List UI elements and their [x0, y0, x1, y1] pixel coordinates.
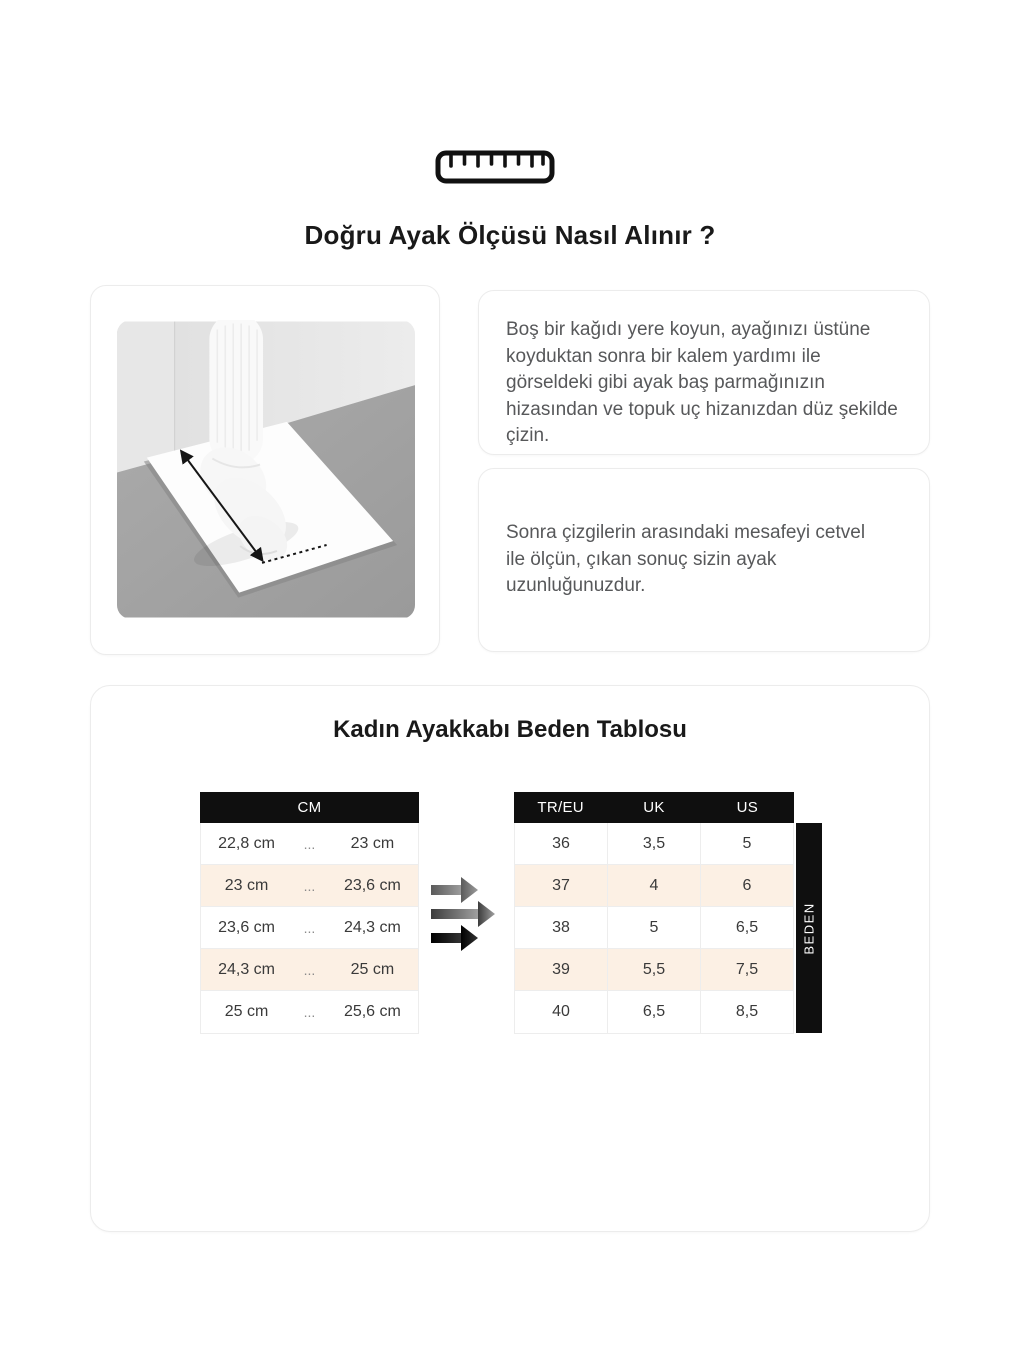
- size-conversion-table: [514, 792, 794, 1034]
- size-table-header: [514, 792, 794, 823]
- header-tr-eu: TR/EU: [537, 799, 584, 816]
- table-row: 22,8 cm ... 23 cm: [201, 823, 418, 865]
- beden-label-text: BEDEN: [801, 901, 817, 955]
- arrow-right-icons-svg: [428, 876, 508, 952]
- cm-table: [200, 792, 419, 1034]
- arrow-right-icons: [428, 876, 508, 952]
- page-title: Doğru Ayak Ölçüsü Nasıl Alınır ?: [304, 220, 716, 250]
- table-row: 39 5,5 7,5: [515, 949, 793, 991]
- table-row: 25 cm ... 25,6 cm: [201, 991, 418, 1033]
- table-row: 38 5 6,5: [515, 907, 793, 949]
- beden-side-label: [796, 823, 822, 1033]
- instruction-step2-text: Sonra çizgilerin arasındaki mesafeyi cetvel ile ölçün, çıkan sonuç sizin ayak uzunluğunuzdur.: [506, 522, 866, 597]
- ruler-icon-svg: [435, 150, 555, 184]
- size-table-body: [514, 823, 794, 1034]
- table-row: 24,3 cm ... 25 cm: [201, 949, 418, 991]
- table-row: 37 4 6: [515, 865, 793, 907]
- measurement-photo-card: [90, 285, 440, 655]
- header-us: US: [736, 799, 759, 816]
- table-row: 40 6,5 8,5: [515, 991, 793, 1033]
- table-row: 23,6 cm ... 24,3 cm: [201, 907, 418, 949]
- size-table-title: Kadın Ayakkabı Beden Tablosu: [333, 716, 687, 743]
- table-row: 23 cm ... 23,6 cm: [201, 865, 418, 907]
- foot-measurement-photo: [117, 320, 415, 619]
- cm-header-label: CM: [297, 799, 322, 816]
- table-row: 36 3,5 5: [515, 823, 793, 865]
- header-uk: UK: [643, 799, 665, 816]
- instruction-step2-card: [478, 468, 930, 652]
- cm-table-body: [200, 823, 419, 1034]
- foot-measurement-illustration: [117, 320, 415, 619]
- ruler-icon: [435, 150, 555, 184]
- instruction-step1-text: Boş bir kağıdı yere koyun, ayağınızı üstüne koyduktan sonra bir kalem yardımı ile görseldeki gibi ayak baş parmağınızın hizasından ve topuk uç hizanızdan düz şekilde çizin.: [506, 319, 898, 446]
- cm-table-header: [200, 792, 419, 823]
- instruction-step1-card: [478, 290, 930, 455]
